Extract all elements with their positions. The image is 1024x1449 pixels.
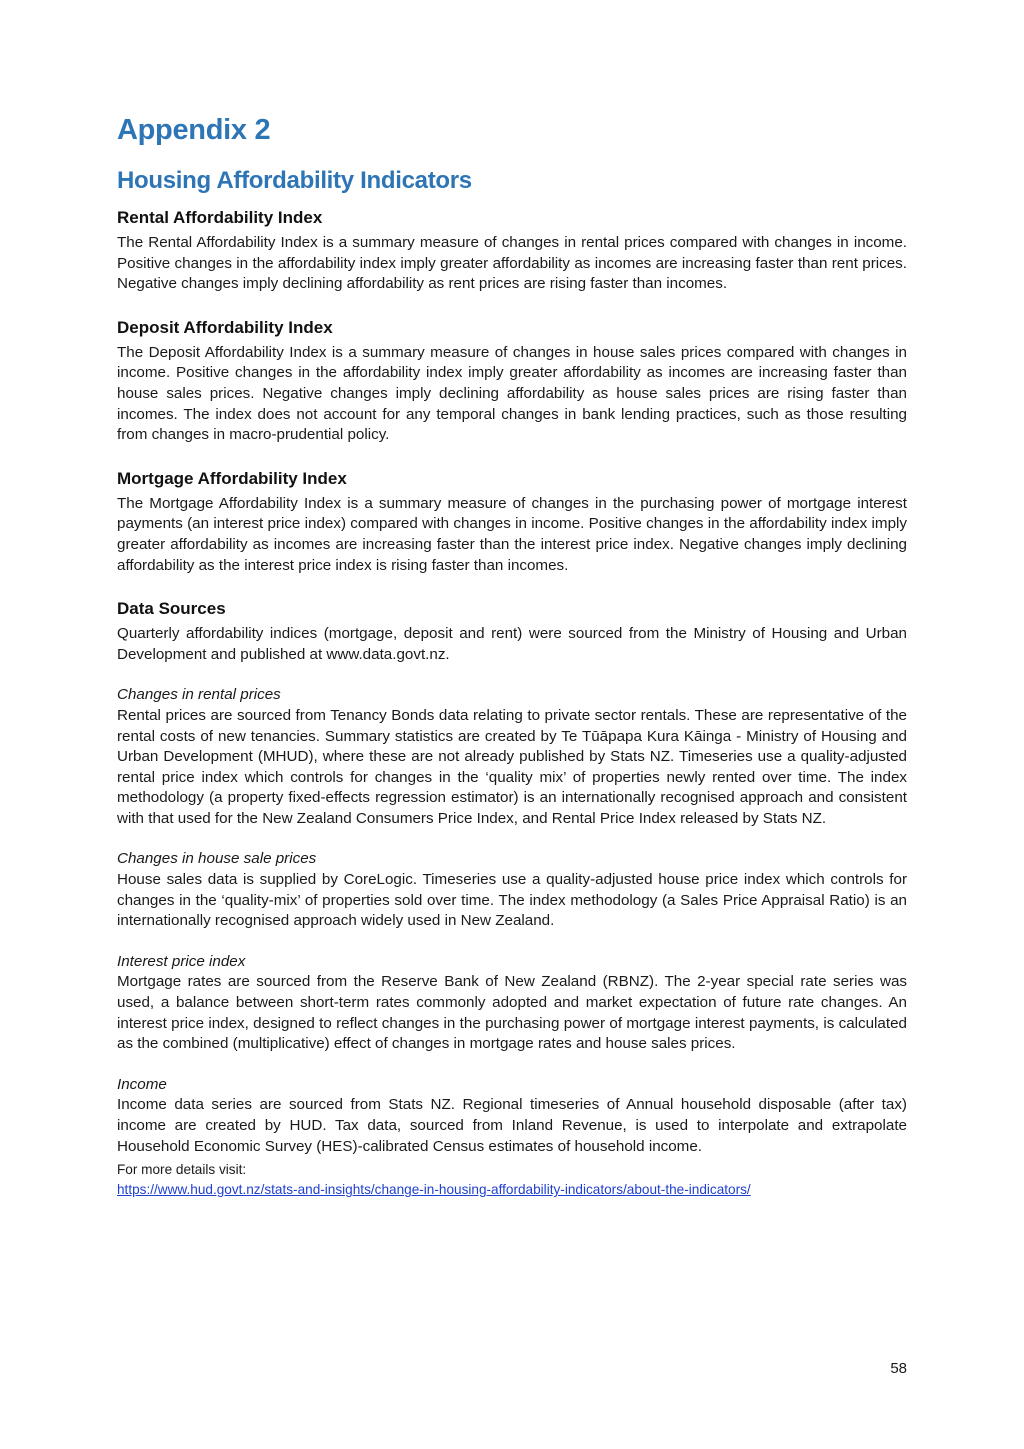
- income-paragraph: Income data series are sourced from Stats NZ. Regional timeseries of Annual household disposable (after tax) income are created by HUD. Tax data, sourced from Inland Revenue, is used to interpolate and extrapolate Household Economic Survey (HES)-calibrated Census estimates of household income.: [117, 1096, 907, 1155]
- deposit-index-paragraph: The Deposit Affordability Index is a summary measure of changes in house sales prices compared with changes in income. Positive changes in the affordability index imply greater affordability as incomes are increasing faster than house sales prices. Negative changes imply declining affordability as house sales prices are rising faster than incomes. The index does not account for any temporal changes in bank lending practices, such as those resulting from changes in macro-prudential policy.: [117, 343, 907, 444]
- house-prices-subheading: Changes in house sale prices: [117, 850, 317, 868]
- rental-index-paragraph: The Rental Affordability Index is a summary measure of changes in rental prices compared with changes in income. Positive changes in the affordability index imply greater affordability as incomes are increasing faster than rent prices. Negative changes imply declining affordability as rent prices are rising faster than incomes.: [117, 234, 907, 293]
- appendix-title: Appendix 2: [117, 114, 271, 146]
- mortgage-index-paragraph: The Mortgage Affordability Index is a summary measure of changes in the purchasing power of mortgage interest payments (an interest price index) compared with changes in income. Positive changes in the affordability index imply greater affordability as incomes are increasing faster than the interest price index. Negative changes imply declining affordability as the interest price index is rising faster than incomes.: [117, 494, 907, 574]
- document-page: [117, 110, 907, 1200]
- more-details-label: For more details visit:: [117, 1162, 247, 1178]
- more-details-link[interactable]: https://www.hud.govt.nz/stats-and-insights/change-in-housing-affordability-indicators/about-the-indicators/: [117, 1182, 751, 1198]
- house-prices-paragraph: House sales data is supplied by CoreLogic. Timeseries use a quality-adjusted house price index which controls for changes in the ‘quality-mix’ of properties sold over time. The index methodology (a Sales Price Appraisal Ratio) is an internationally recognised approach widely used in New Zealand.: [117, 871, 907, 930]
- interest-index-subheading: Interest price index: [117, 952, 246, 970]
- rental-prices-paragraph: Rental prices are sourced from Tenancy Bonds data relating to private sector rentals. These are representative of the rental costs of new tenancies. Summary statistics are created by Te Tūāpapa Kura Kāinga - Ministry of Housing and Urban Development (MHUD), where these are not already published by Stats NZ. Timeseries use a quality-adjusted rental price index which controls for changes in the ‘quality mix’ of properties newly rented over time. The index methodology (a property fixed-effects regression estimator) is an internationally recognised approach and consistent with that used for the New Zealand Consumers Price Index, and Rental Price Index released by Stats NZ.: [117, 706, 907, 827]
- page-number: 58: [890, 1360, 907, 1377]
- rental-index-heading: Rental Affordability Index: [117, 208, 323, 227]
- deposit-index-heading: Deposit Affordability Index: [117, 317, 333, 337]
- interest-index-paragraph: Mortgage rates are sourced from the Reserve Bank of New Zealand (RBNZ). The 2-year special rate series was used, a balance between short-term rates commonly adopted and market expectation of future rate changes. An interest price index, designed to reflect changes in the purchasing power of mortgage interest payments, is calculated as the combined (multiplicative) effect of changes in mortgage rates and house sales prices.: [117, 973, 907, 1053]
- income-subheading: Income: [117, 1075, 167, 1093]
- section-title: Housing Affordability Indicators: [117, 167, 472, 194]
- rental-prices-subheading: Changes in rental prices: [117, 686, 281, 704]
- data-sources-heading: Data Sources: [117, 599, 226, 619]
- data-sources-intro: Quarterly affordability indices (mortgage, deposit and rent) were sourced from the Ministry of Housing and Urban Development and published at www.data.govt.nz.: [117, 625, 907, 663]
- mortgage-index-heading: Mortgage Affordability Index: [117, 468, 347, 488]
